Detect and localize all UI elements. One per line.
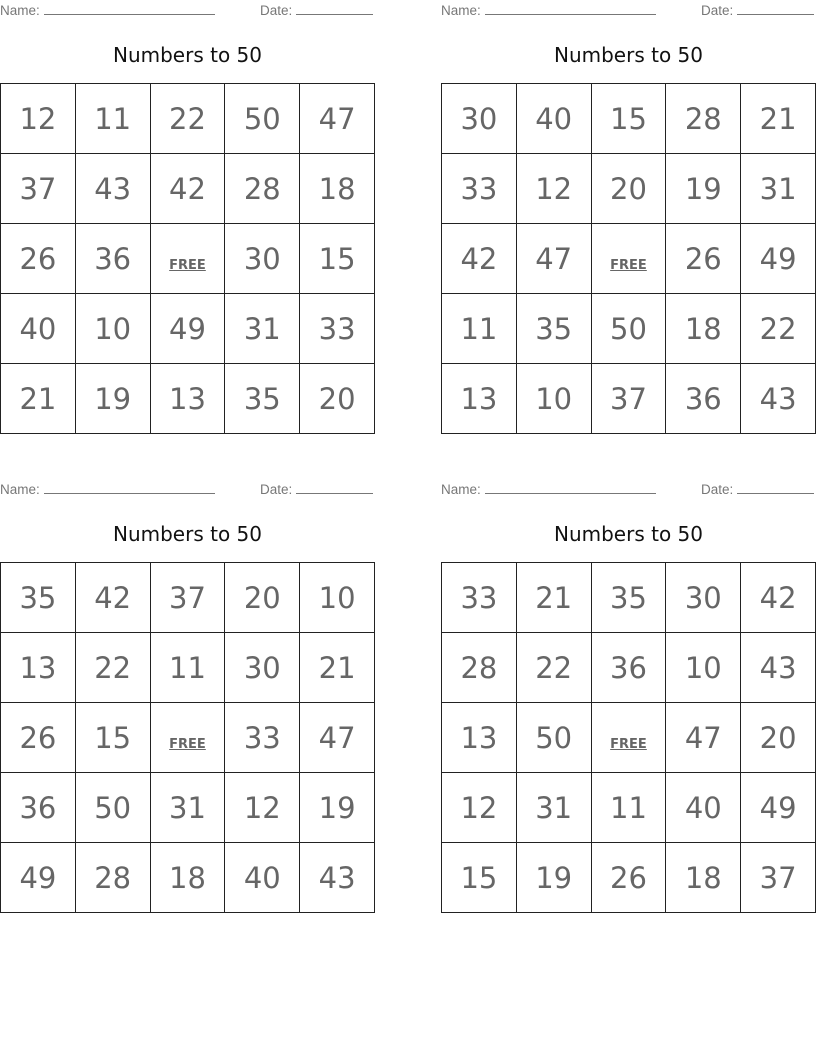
card-title: Numbers to 50 <box>553 43 703 67</box>
date-field[interactable] <box>701 482 814 497</box>
number-cell[interactable]: 19 <box>666 154 741 224</box>
number-cell[interactable]: 31 <box>741 154 816 224</box>
name-label: Name: <box>0 3 40 18</box>
number-cell[interactable]: 35 <box>225 364 300 434</box>
number-cell[interactable]: 13 <box>442 364 517 434</box>
number-cell[interactable]: 36 <box>1 773 76 843</box>
number-cell[interactable]: 26 <box>1 224 76 294</box>
number-cell[interactable]: 47 <box>666 703 741 773</box>
number-cell[interactable]: 37 <box>150 563 225 633</box>
number-cell[interactable]: 18 <box>300 154 375 224</box>
free-label: FREE <box>169 736 206 752</box>
number-cell[interactable]: 20 <box>741 703 816 773</box>
number-cell[interactable]: 28 <box>75 843 150 913</box>
number-cell[interactable]: 10 <box>516 364 591 434</box>
number-cell[interactable]: 36 <box>591 633 666 703</box>
number-cell[interactable]: 43 <box>741 633 816 703</box>
number-cell[interactable]: 20 <box>225 563 300 633</box>
number-cell[interactable]: 20 <box>591 154 666 224</box>
number-cell[interactable]: 43 <box>300 843 375 913</box>
number-cell[interactable]: 21 <box>1 364 76 434</box>
number-cell[interactable]: 10 <box>300 563 375 633</box>
number-cell[interactable]: 50 <box>225 84 300 154</box>
number-cell[interactable]: 33 <box>442 563 517 633</box>
number-cell[interactable]: 37 <box>591 364 666 434</box>
number-cell[interactable]: 15 <box>75 703 150 773</box>
number-cell[interactable]: 13 <box>442 703 517 773</box>
number-cell[interactable]: 18 <box>150 843 225 913</box>
number-cell[interactable]: 30 <box>225 633 300 703</box>
number-cell[interactable]: 33 <box>300 294 375 364</box>
number-cell[interactable]: 22 <box>516 633 591 703</box>
free-space-cell[interactable] <box>591 703 666 773</box>
free-space-cell[interactable] <box>150 224 225 294</box>
name-label: Name: <box>441 3 481 18</box>
number-cell[interactable]: 50 <box>75 773 150 843</box>
number-cell[interactable]: 47 <box>516 224 591 294</box>
number-cell[interactable]: 11 <box>75 84 150 154</box>
grid-row <box>1 154 375 224</box>
grid-row <box>1 563 375 633</box>
number-cell[interactable]: 36 <box>75 224 150 294</box>
number-cell[interactable]: 31 <box>225 294 300 364</box>
number-cell[interactable]: 33 <box>225 703 300 773</box>
date-field[interactable] <box>260 482 373 497</box>
grid-row <box>1 364 375 434</box>
free-label: FREE <box>610 257 647 273</box>
number-cell[interactable]: 36 <box>666 364 741 434</box>
grid-row <box>1 843 375 913</box>
number-cell[interactable]: 49 <box>741 224 816 294</box>
grid-row <box>1 224 375 294</box>
number-cell[interactable]: 19 <box>300 773 375 843</box>
number-cell[interactable]: 49 <box>741 773 816 843</box>
number-cell[interactable]: 28 <box>666 84 741 154</box>
number-cell[interactable]: 26 <box>1 703 76 773</box>
number-cell[interactable]: 43 <box>741 364 816 434</box>
number-cell[interactable]: 50 <box>591 294 666 364</box>
grid-row <box>1 294 375 364</box>
number-cell[interactable]: 10 <box>666 633 741 703</box>
number-cell[interactable]: 11 <box>591 773 666 843</box>
grid-row <box>1 773 375 843</box>
number-cell[interactable]: 11 <box>442 294 517 364</box>
date-line <box>296 3 373 15</box>
number-cell[interactable]: 35 <box>1 563 76 633</box>
number-cell[interactable]: 40 <box>1 294 76 364</box>
number-cell[interactable]: 21 <box>741 84 816 154</box>
number-cell[interactable]: 47 <box>300 84 375 154</box>
number-cell[interactable]: 15 <box>591 84 666 154</box>
date-label: Date: <box>701 482 734 497</box>
grid-row <box>442 364 816 434</box>
number-cell[interactable]: 30 <box>666 563 741 633</box>
name-field[interactable] <box>441 3 656 18</box>
number-cell[interactable]: 35 <box>591 563 666 633</box>
grid-row <box>442 843 816 913</box>
number-cell[interactable]: 15 <box>442 843 517 913</box>
date-label: Date: <box>260 3 293 18</box>
number-cell[interactable]: 35 <box>516 294 591 364</box>
name-label: Name: <box>441 482 481 497</box>
name-field[interactable] <box>0 3 215 18</box>
name-line <box>44 3 215 15</box>
date-line <box>296 482 373 494</box>
name-line <box>485 482 656 494</box>
grid-row <box>442 224 816 294</box>
number-cell[interactable]: 12 <box>442 773 517 843</box>
number-cell[interactable]: 49 <box>150 294 225 364</box>
free-label: FREE <box>169 257 206 273</box>
number-cell[interactable]: 18 <box>666 294 741 364</box>
number-cell[interactable]: 12 <box>516 154 591 224</box>
number-cell[interactable]: 40 <box>225 843 300 913</box>
grid-row <box>442 294 816 364</box>
number-cell[interactable]: 19 <box>75 364 150 434</box>
number-cell[interactable]: 40 <box>666 773 741 843</box>
grid-row <box>442 84 816 154</box>
date-field[interactable] <box>260 3 373 18</box>
number-cell[interactable]: 30 <box>225 224 300 294</box>
free-space-cell[interactable] <box>591 224 666 294</box>
number-cell[interactable]: 37 <box>741 843 816 913</box>
grid-row <box>1 84 375 154</box>
number-cell[interactable]: 31 <box>150 773 225 843</box>
number-cell[interactable]: 26 <box>591 843 666 913</box>
grid-row <box>442 633 816 703</box>
number-cell[interactable]: 20 <box>300 364 375 434</box>
number-cell[interactable]: 10 <box>75 294 150 364</box>
number-cell[interactable]: 13 <box>150 364 225 434</box>
number-cell[interactable]: 11 <box>150 633 225 703</box>
date-label: Date: <box>260 482 293 497</box>
number-cell[interactable]: 28 <box>442 633 517 703</box>
number-cell[interactable]: 37 <box>1 154 76 224</box>
name-field[interactable] <box>0 482 215 497</box>
card-title: Numbers to 50 <box>553 522 703 546</box>
date-label: Date: <box>701 3 734 18</box>
date-field[interactable] <box>701 3 814 18</box>
number-cell[interactable]: 21 <box>300 633 375 703</box>
number-cell[interactable]: 13 <box>1 633 76 703</box>
card-header <box>0 479 375 501</box>
date-line <box>737 3 814 15</box>
free-label: FREE <box>610 736 647 752</box>
card-header <box>441 479 816 501</box>
number-cell[interactable]: 30 <box>442 84 517 154</box>
number-cell[interactable]: 43 <box>75 154 150 224</box>
grid-row <box>442 703 816 773</box>
number-cell[interactable]: 19 <box>516 843 591 913</box>
card-header <box>0 0 375 22</box>
name-line <box>485 3 656 15</box>
bingo-grid <box>0 83 375 434</box>
bingo-grid <box>0 562 375 913</box>
grid-row <box>442 563 816 633</box>
number-cell[interactable]: 22 <box>741 294 816 364</box>
number-cell[interactable]: 26 <box>666 224 741 294</box>
bingo-grid <box>441 562 816 913</box>
grid-row <box>1 703 375 773</box>
card-title: Numbers to 50 <box>112 522 262 546</box>
number-cell[interactable]: 42 <box>150 154 225 224</box>
number-cell[interactable]: 40 <box>516 84 591 154</box>
bingo-grid <box>441 83 816 434</box>
name-label: Name: <box>0 482 40 497</box>
number-cell[interactable]: 22 <box>150 84 225 154</box>
grid-row <box>442 154 816 224</box>
number-cell[interactable]: 31 <box>516 773 591 843</box>
free-space-cell[interactable] <box>150 703 225 773</box>
number-cell[interactable]: 42 <box>75 563 150 633</box>
name-line <box>44 482 215 494</box>
number-cell[interactable]: 28 <box>225 154 300 224</box>
number-cell[interactable]: 42 <box>741 563 816 633</box>
number-cell[interactable]: 12 <box>225 773 300 843</box>
number-cell[interactable]: 21 <box>516 563 591 633</box>
number-cell[interactable]: 42 <box>442 224 517 294</box>
name-field[interactable] <box>441 482 656 497</box>
card-title: Numbers to 50 <box>112 43 262 67</box>
date-line <box>737 482 814 494</box>
card-header <box>441 0 816 22</box>
number-cell[interactable]: 50 <box>516 703 591 773</box>
number-cell[interactable]: 15 <box>300 224 375 294</box>
number-cell[interactable]: 33 <box>442 154 517 224</box>
number-cell[interactable]: 22 <box>75 633 150 703</box>
number-cell[interactable]: 12 <box>1 84 76 154</box>
grid-row <box>442 773 816 843</box>
number-cell[interactable]: 47 <box>300 703 375 773</box>
number-cell[interactable]: 18 <box>666 843 741 913</box>
number-cell[interactable]: 49 <box>1 843 76 913</box>
grid-row <box>1 633 375 703</box>
